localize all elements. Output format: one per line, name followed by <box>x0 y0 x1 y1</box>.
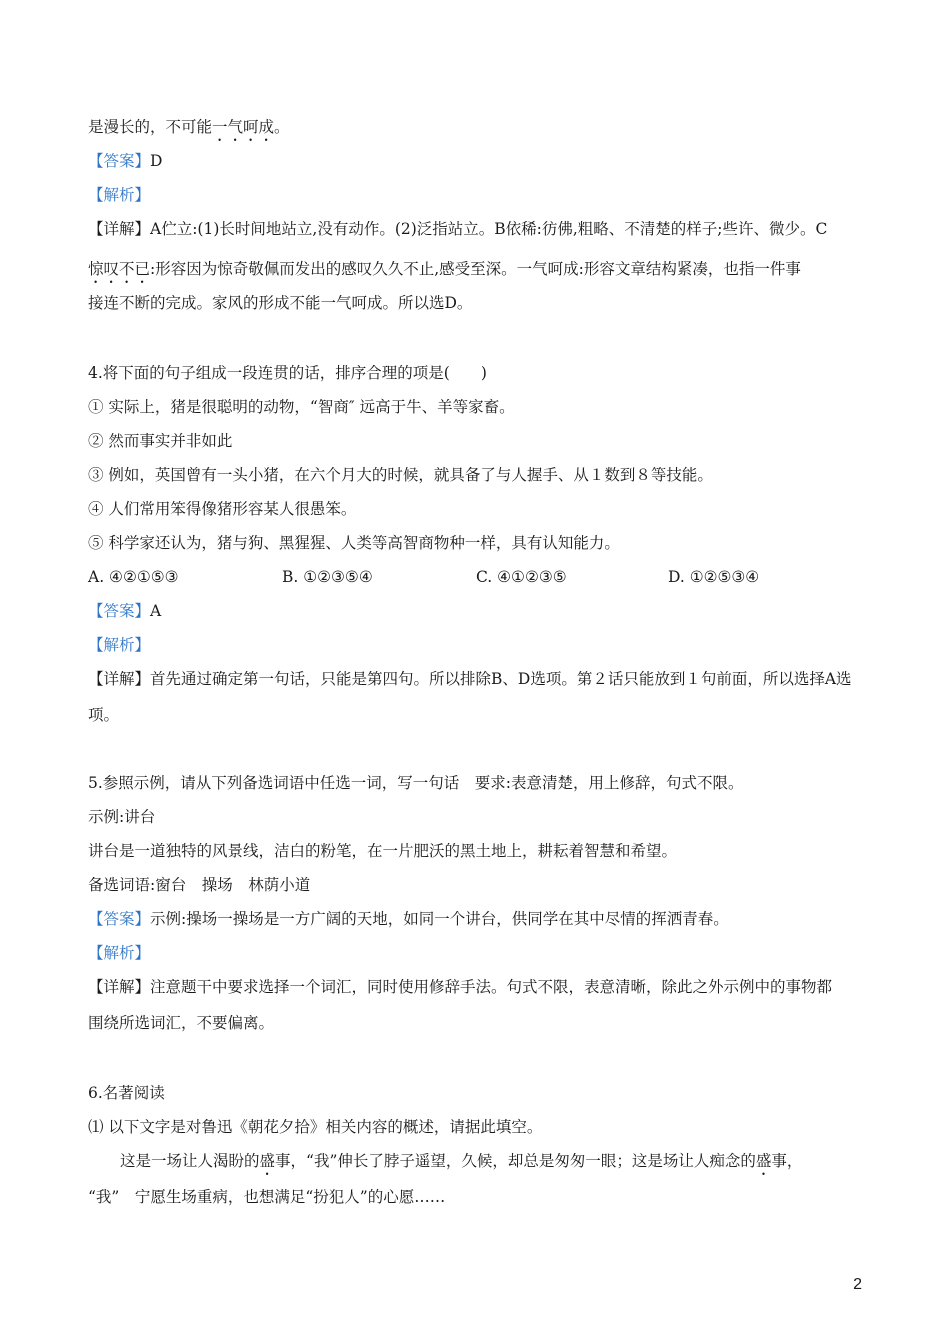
q4-stem: 4.将下面的句子组成一段连贯的话，排序合理的项是( ) <box>88 364 487 382</box>
emphasis-text: 惊叹不已 <box>88 260 151 278</box>
page-number: 2 <box>853 1276 862 1293</box>
q4-sentence-2: ② 然而事实并非如此 <box>88 432 233 450</box>
q5-stem: 5.参照示例，请从下列备选词语中任选一词，写一句话 要求:表意清楚，用上修辞，句式不限。 <box>88 774 744 792</box>
q3-answer: 【答案】D <box>88 152 163 170</box>
q6-sub-question-1: ⑴ 以下文字是对鲁迅《朝花夕拾》相关内容的概述，请据此填空。 <box>88 1118 543 1136</box>
detail-tag: 【详解】 <box>88 978 151 996</box>
q3-detail-line-3: 接连不断的完成。家风的形成不能一气呵成。所以选D。 <box>88 294 473 312</box>
q5-example-label: 示例:讲台 <box>88 808 156 826</box>
q5-candidates: 备选词语:窗台 操场 林荫小道 <box>88 876 311 894</box>
answer-tag: 【答案】 <box>88 152 151 170</box>
q6-paragraph-line-2: “我” 宁愿生场重病，也想满足“扮犯人”的心愿…… <box>88 1188 446 1206</box>
q5-answer: 【答案】示例:操场一操场是一方广阔的天地，如同一个讲台，供同学在其中尽情的挥洒青春。 <box>88 910 729 928</box>
q4-analysis-tag: 【解析】 <box>88 636 151 654</box>
emphasis-text: 盛 <box>259 1152 276 1170</box>
q4-option-b: B. ①②③⑤④ <box>282 568 373 586</box>
emphasis-text: 一气呵成 <box>212 118 275 136</box>
detail-tag: 【详解】 <box>88 670 151 688</box>
q4-option-a: A. ④②①⑤③ <box>88 568 179 586</box>
q4-sentence-5: ⑤ 科学家还认为，猪与狗、黑猩猩、人类等高智商物种一样，具有认知能力。 <box>88 534 620 552</box>
q4-detail-line-2: 项。 <box>88 706 120 724</box>
answer-tag: 【答案】 <box>88 910 151 928</box>
q4-detail-line-1: 【详解】首先通过确定第一句话，只能是第四句。所以排除B、D选项。第２话只能放到１句前面，所以选择A选 <box>88 670 852 688</box>
q4-sentence-3: ③ 例如，英国曾有一头小猪，在六个月大的时候，就具备了与人握手、从１数到８等技能。 <box>88 466 713 484</box>
q5-analysis-tag: 【解析】 <box>88 944 151 962</box>
q4-option-c: C. ④①②③⑤ <box>476 568 567 586</box>
q6-stem: 6.名著阅读 <box>88 1084 165 1102</box>
q4-answer: 【答案】A <box>88 602 162 620</box>
q4-sentence-4: ④ 人们常用笨得像猪形容某人很愚笨。 <box>88 500 357 518</box>
q3-detail-line-2: 惊叹不已:形容因为惊奇敬佩而发出的感叹久久不止,感受至深。一气呵成:形容文章结构紧凑，也指一件事 <box>88 260 801 278</box>
emphasis-text: 盛 <box>755 1152 772 1170</box>
q4-option-d: D. ①②⑤③④ <box>668 568 760 586</box>
q4-sentence-1: ① 实际上，猪是很聪明的动物，“智商″ 远高于牛、羊等家畜。 <box>88 398 515 416</box>
detail-tag: 【详解】 <box>88 220 151 238</box>
q6-paragraph-line-1: 这是一场让人渴盼的盛事，“我”伸长了脖子遥望，久候，却总是匆匆一眼；这是场让人痴念的盛事， <box>120 1152 803 1170</box>
answer-tag: 【答案】 <box>88 602 151 620</box>
q5-example-text: 讲台是一道独特的风景线，洁白的粉笔，在一片肥沃的黑土地上，耕耘着智慧和希望。 <box>88 842 678 860</box>
q5-detail-line-1: 【详解】注意题干中要求选择一个词汇，同时使用修辞手法。句式不限，表意清晰，除此之外示例中的事物都 <box>88 978 833 996</box>
q3-analysis-tag: 【解析】 <box>88 186 151 204</box>
q5-detail-line-2: 围绕所选词汇，不要偏离。 <box>88 1014 275 1032</box>
q3-continuation: 是漫长的，不可能一气呵成。 <box>88 118 290 136</box>
q3-detail-line-1: 【详解】A伫立:(1)长时间地站立,没有动作。(2)泛指站立。B依稀:彷佛,粗略、不清楚的样子;些许、微少。C <box>88 220 828 238</box>
